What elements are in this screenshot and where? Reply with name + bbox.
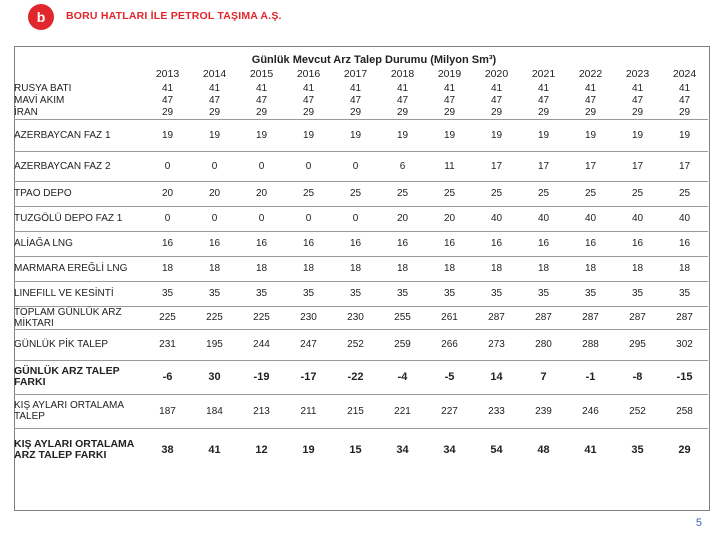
table-cell: 266 (426, 329, 473, 360)
row-label: AZERBAYCAN FAZ 2 (14, 151, 144, 181)
table-cell: 16 (285, 231, 332, 256)
table-title: Günlük Mevcut Arz Talep Durumu (Milyon Sm³) (251, 54, 497, 66)
table-cell: 17 (614, 151, 661, 181)
table-cell: 35 (473, 281, 520, 306)
table-cell: 47 (302, 94, 315, 106)
table-cell: 0 (285, 206, 332, 231)
table-cell: 41 (302, 82, 315, 94)
table-cell: 47 (490, 94, 503, 106)
table-cell: 16 (473, 231, 520, 256)
table-cell: 19 (661, 119, 708, 151)
table-cell: 7 (520, 360, 567, 394)
table-cell: 11 (426, 151, 473, 181)
table-cell: 41 (349, 82, 362, 94)
table-cell: 288 (567, 329, 614, 360)
table-cell: 35 (614, 428, 661, 472)
table-cell: 0 (285, 151, 332, 181)
table-cell: 41 (443, 82, 456, 94)
table-cell: 40 (520, 206, 567, 231)
table-cell: 29 (490, 106, 503, 118)
table-cell: 280 (520, 329, 567, 360)
table-row (14, 119, 708, 151)
row-label: GÜNLÜK PİK TALEP (14, 329, 144, 360)
table-cell: 41 (584, 82, 597, 94)
table-cell: 16 (379, 231, 426, 256)
page-number: 5 (695, 517, 702, 529)
table-row (14, 151, 708, 181)
table-cell: 287 (473, 306, 520, 329)
table-cell: 0 (191, 206, 238, 231)
table-row (14, 329, 708, 360)
year-header-row (14, 66, 708, 82)
row-label: RUSYA BATI (14, 82, 72, 94)
table-cell: 25 (567, 181, 614, 206)
table-cell: 41 (537, 82, 550, 94)
table-cell: 16 (520, 231, 567, 256)
table-cell: 35 (379, 281, 426, 306)
table-cell: 35 (661, 281, 708, 306)
table-cell: 255 (379, 306, 426, 329)
table-cell: 35 (285, 281, 332, 306)
table-cell: 35 (332, 281, 379, 306)
table-cell: 14 (473, 360, 520, 394)
table-cell: 6 (379, 151, 426, 181)
row-label: MAVİ AKIM (14, 94, 65, 106)
table-cell: 34 (379, 428, 426, 472)
table-row (14, 306, 708, 329)
table-cell: 40 (614, 206, 661, 231)
table-cell: 0 (332, 151, 379, 181)
table-cell: 19 (426, 119, 473, 151)
table-cell: 252 (332, 329, 379, 360)
table-cell: 231 (144, 329, 191, 360)
table-row (14, 82, 708, 94)
row-label: TOPLAM GÜNLÜK ARZ MİKTARI (14, 306, 144, 329)
year-header: 2016 (296, 68, 321, 80)
table-cell: 29 (661, 428, 708, 472)
table-cell: 18 (567, 256, 614, 281)
table-cell: 19 (285, 119, 332, 151)
table-cell: 16 (238, 231, 285, 256)
table-cell: 35 (567, 281, 614, 306)
table-cell: 29 (349, 106, 362, 118)
company-logo: b (28, 4, 54, 30)
table-cell: 258 (661, 394, 708, 428)
table-cell: 25 (426, 181, 473, 206)
table-row (14, 106, 708, 119)
table-cell: 41 (255, 82, 268, 94)
year-header: 2023 (625, 68, 650, 80)
table-cell: 18 (332, 256, 379, 281)
table-cell: 0 (332, 206, 379, 231)
table-cell: 41 (161, 82, 174, 94)
table-cell: 34 (426, 428, 473, 472)
table-cell: 40 (661, 206, 708, 231)
table-cell: 35 (426, 281, 473, 306)
table-cell: 40 (473, 206, 520, 231)
table-cell: 47 (349, 94, 362, 106)
table-cell: 195 (191, 329, 238, 360)
table-cell: -19 (238, 360, 285, 394)
table-cell: 16 (332, 231, 379, 256)
row-label: KIŞ AYLARI ORTALAMA ARZ TALEP FARKI (14, 428, 144, 472)
table-cell: -1 (567, 360, 614, 394)
table-cell: 25 (285, 181, 332, 206)
table-row (14, 206, 708, 231)
table-cell: 16 (567, 231, 614, 256)
table-cell: 35 (144, 281, 191, 306)
table-row (14, 94, 708, 106)
table-cell: 16 (426, 231, 473, 256)
table-cell: 213 (238, 394, 285, 428)
table-cell: 19 (191, 119, 238, 151)
table-cell: 29 (537, 106, 550, 118)
table-cell: 287 (567, 306, 614, 329)
table-cell: 19 (567, 119, 614, 151)
row-label: GÜNLÜK ARZ TALEP FARKI (14, 360, 144, 394)
table-cell: 18 (426, 256, 473, 281)
table-cell: 227 (426, 394, 473, 428)
table-cell: 41 (490, 82, 503, 94)
table-cell: -17 (285, 360, 332, 394)
table-cell: 225 (238, 306, 285, 329)
table-row (14, 181, 708, 206)
table-cell: 18 (379, 256, 426, 281)
table-cell: 20 (144, 181, 191, 206)
table-cell: 211 (285, 394, 332, 428)
year-header: 2021 (531, 68, 556, 80)
year-header: 2015 (249, 68, 274, 80)
supply-demand-table (14, 66, 708, 472)
table-cell: 225 (191, 306, 238, 329)
table-cell: 54 (473, 428, 520, 472)
row-label: İRAN (14, 106, 38, 118)
table-cell: 221 (379, 394, 426, 428)
table-cell: 25 (614, 181, 661, 206)
table-cell: 29 (396, 106, 409, 118)
year-header: 2022 (578, 68, 603, 80)
table-cell: 16 (144, 231, 191, 256)
table-row (14, 394, 708, 428)
table-cell: 18 (520, 256, 567, 281)
table-cell: 29 (631, 106, 644, 118)
table-cell: 247 (285, 329, 332, 360)
table-cell: 47 (678, 94, 691, 106)
table-cell: 47 (396, 94, 409, 106)
table-cell: 215 (332, 394, 379, 428)
table-cell: 18 (614, 256, 661, 281)
table-cell: 41 (208, 82, 221, 94)
table-cell: 30 (191, 360, 238, 394)
table-cell: 29 (161, 106, 174, 118)
table-cell: 12 (238, 428, 285, 472)
table-cell: 48 (520, 428, 567, 472)
year-header: 2019 (437, 68, 462, 80)
table-cell: 47 (584, 94, 597, 106)
table-cell: 18 (661, 256, 708, 281)
table-cell: 25 (379, 181, 426, 206)
row-label: AZERBAYCAN FAZ 1 (14, 119, 144, 151)
table-cell: 40 (567, 206, 614, 231)
table-cell: 302 (661, 329, 708, 360)
table-cell: 17 (520, 151, 567, 181)
row-label: TUZGÖLÜ DEPO FAZ 1 (14, 206, 144, 231)
table-cell: 295 (614, 329, 661, 360)
table-cell: 259 (379, 329, 426, 360)
table-cell: 261 (426, 306, 473, 329)
table-cell: 29 (678, 106, 691, 118)
table-cell: 16 (661, 231, 708, 256)
table-cell: 41 (631, 82, 644, 94)
table-cell: 25 (661, 181, 708, 206)
table-cell: -6 (144, 360, 191, 394)
table-cell: 15 (332, 428, 379, 472)
table-cell: 17 (567, 151, 614, 181)
year-header: 2014 (202, 68, 227, 80)
year-header: 2017 (343, 68, 368, 80)
table-cell: 25 (332, 181, 379, 206)
table-cell: 20 (238, 181, 285, 206)
table-cell: 18 (473, 256, 520, 281)
table-cell: 19 (332, 119, 379, 151)
header-corner (14, 66, 144, 82)
table-cell: 38 (144, 428, 191, 472)
table-cell: 230 (332, 306, 379, 329)
table-cell: 29 (302, 106, 315, 118)
table-cell: 233 (473, 394, 520, 428)
table-cell: 16 (191, 231, 238, 256)
table-cell: 20 (426, 206, 473, 231)
table-cell: 19 (379, 119, 426, 151)
table-cell: 287 (661, 306, 708, 329)
table-cell: 19 (614, 119, 661, 151)
row-label: MARMARA EREĞLİ LNG (14, 256, 144, 281)
year-header: 2020 (484, 68, 509, 80)
table-cell: 41 (678, 82, 691, 94)
table-cell: 41 (567, 428, 614, 472)
table-cell: 18 (285, 256, 332, 281)
table-cell: 252 (614, 394, 661, 428)
table-cell: 29 (255, 106, 268, 118)
row-label: LINEFILL VE KESİNTİ (14, 281, 144, 306)
table-cell: -5 (426, 360, 473, 394)
table-cell: 184 (191, 394, 238, 428)
table-cell: 25 (520, 181, 567, 206)
header (0, 0, 720, 38)
table-cell: 0 (238, 206, 285, 231)
year-header: 2013 (155, 68, 180, 80)
table-cell: 0 (191, 151, 238, 181)
table-cell: 47 (537, 94, 550, 106)
table-cell: 16 (614, 231, 661, 256)
table-cell: -22 (332, 360, 379, 394)
year-header: 2024 (672, 68, 697, 80)
table-cell: 47 (208, 94, 221, 106)
table-cell: 17 (473, 151, 520, 181)
table-cell: -4 (379, 360, 426, 394)
table-cell: 19 (473, 119, 520, 151)
company-name: BORU HATLARI İLE PETROL TAŞIMA A.Ş. (66, 10, 282, 22)
table-row (14, 428, 708, 472)
row-label: TPAO DEPO (14, 181, 144, 206)
table-cell: 0 (144, 151, 191, 181)
table-row (14, 281, 708, 306)
table-cell: 19 (285, 428, 332, 472)
table-cell: 273 (473, 329, 520, 360)
table-cell: -8 (614, 360, 661, 394)
table-cell: 19 (520, 119, 567, 151)
table-cell: 41 (191, 428, 238, 472)
table-cell: 287 (614, 306, 661, 329)
table-row (14, 360, 708, 394)
table-cell: 20 (379, 206, 426, 231)
table-row (14, 231, 708, 256)
row-label: KIŞ AYLARI ORTALAMA TALEP (14, 394, 144, 428)
row-label: ALİAĞA LNG (14, 231, 144, 256)
table-cell: 17 (661, 151, 708, 181)
table-cell: -15 (661, 360, 708, 394)
table-cell: 47 (255, 94, 268, 106)
table-cell: 287 (520, 306, 567, 329)
table-cell: 29 (584, 106, 597, 118)
table-cell: 246 (567, 394, 614, 428)
table-cell: 35 (614, 281, 661, 306)
table-cell: 25 (473, 181, 520, 206)
table-cell: 18 (238, 256, 285, 281)
table-cell: 19 (144, 119, 191, 151)
table-cell: 29 (208, 106, 221, 118)
table-cell: 239 (520, 394, 567, 428)
table-cell: 0 (238, 151, 285, 181)
table-cell: 0 (144, 206, 191, 231)
table-row (14, 256, 708, 281)
table-cell: 187 (144, 394, 191, 428)
table-cell: 230 (285, 306, 332, 329)
table-cell: 18 (191, 256, 238, 281)
table-cell: 18 (144, 256, 191, 281)
table-cell: 35 (191, 281, 238, 306)
table-cell: 47 (443, 94, 456, 106)
table-cell: 47 (161, 94, 174, 106)
table-cell: 35 (520, 281, 567, 306)
table-cell: 35 (238, 281, 285, 306)
table-cell: 20 (191, 181, 238, 206)
table-cell: 47 (631, 94, 644, 106)
year-header: 2018 (390, 68, 415, 80)
table-cell: 19 (238, 119, 285, 151)
table-cell: 29 (443, 106, 456, 118)
table-cell: 41 (396, 82, 409, 94)
table-cell: 225 (144, 306, 191, 329)
table-cell: 244 (238, 329, 285, 360)
